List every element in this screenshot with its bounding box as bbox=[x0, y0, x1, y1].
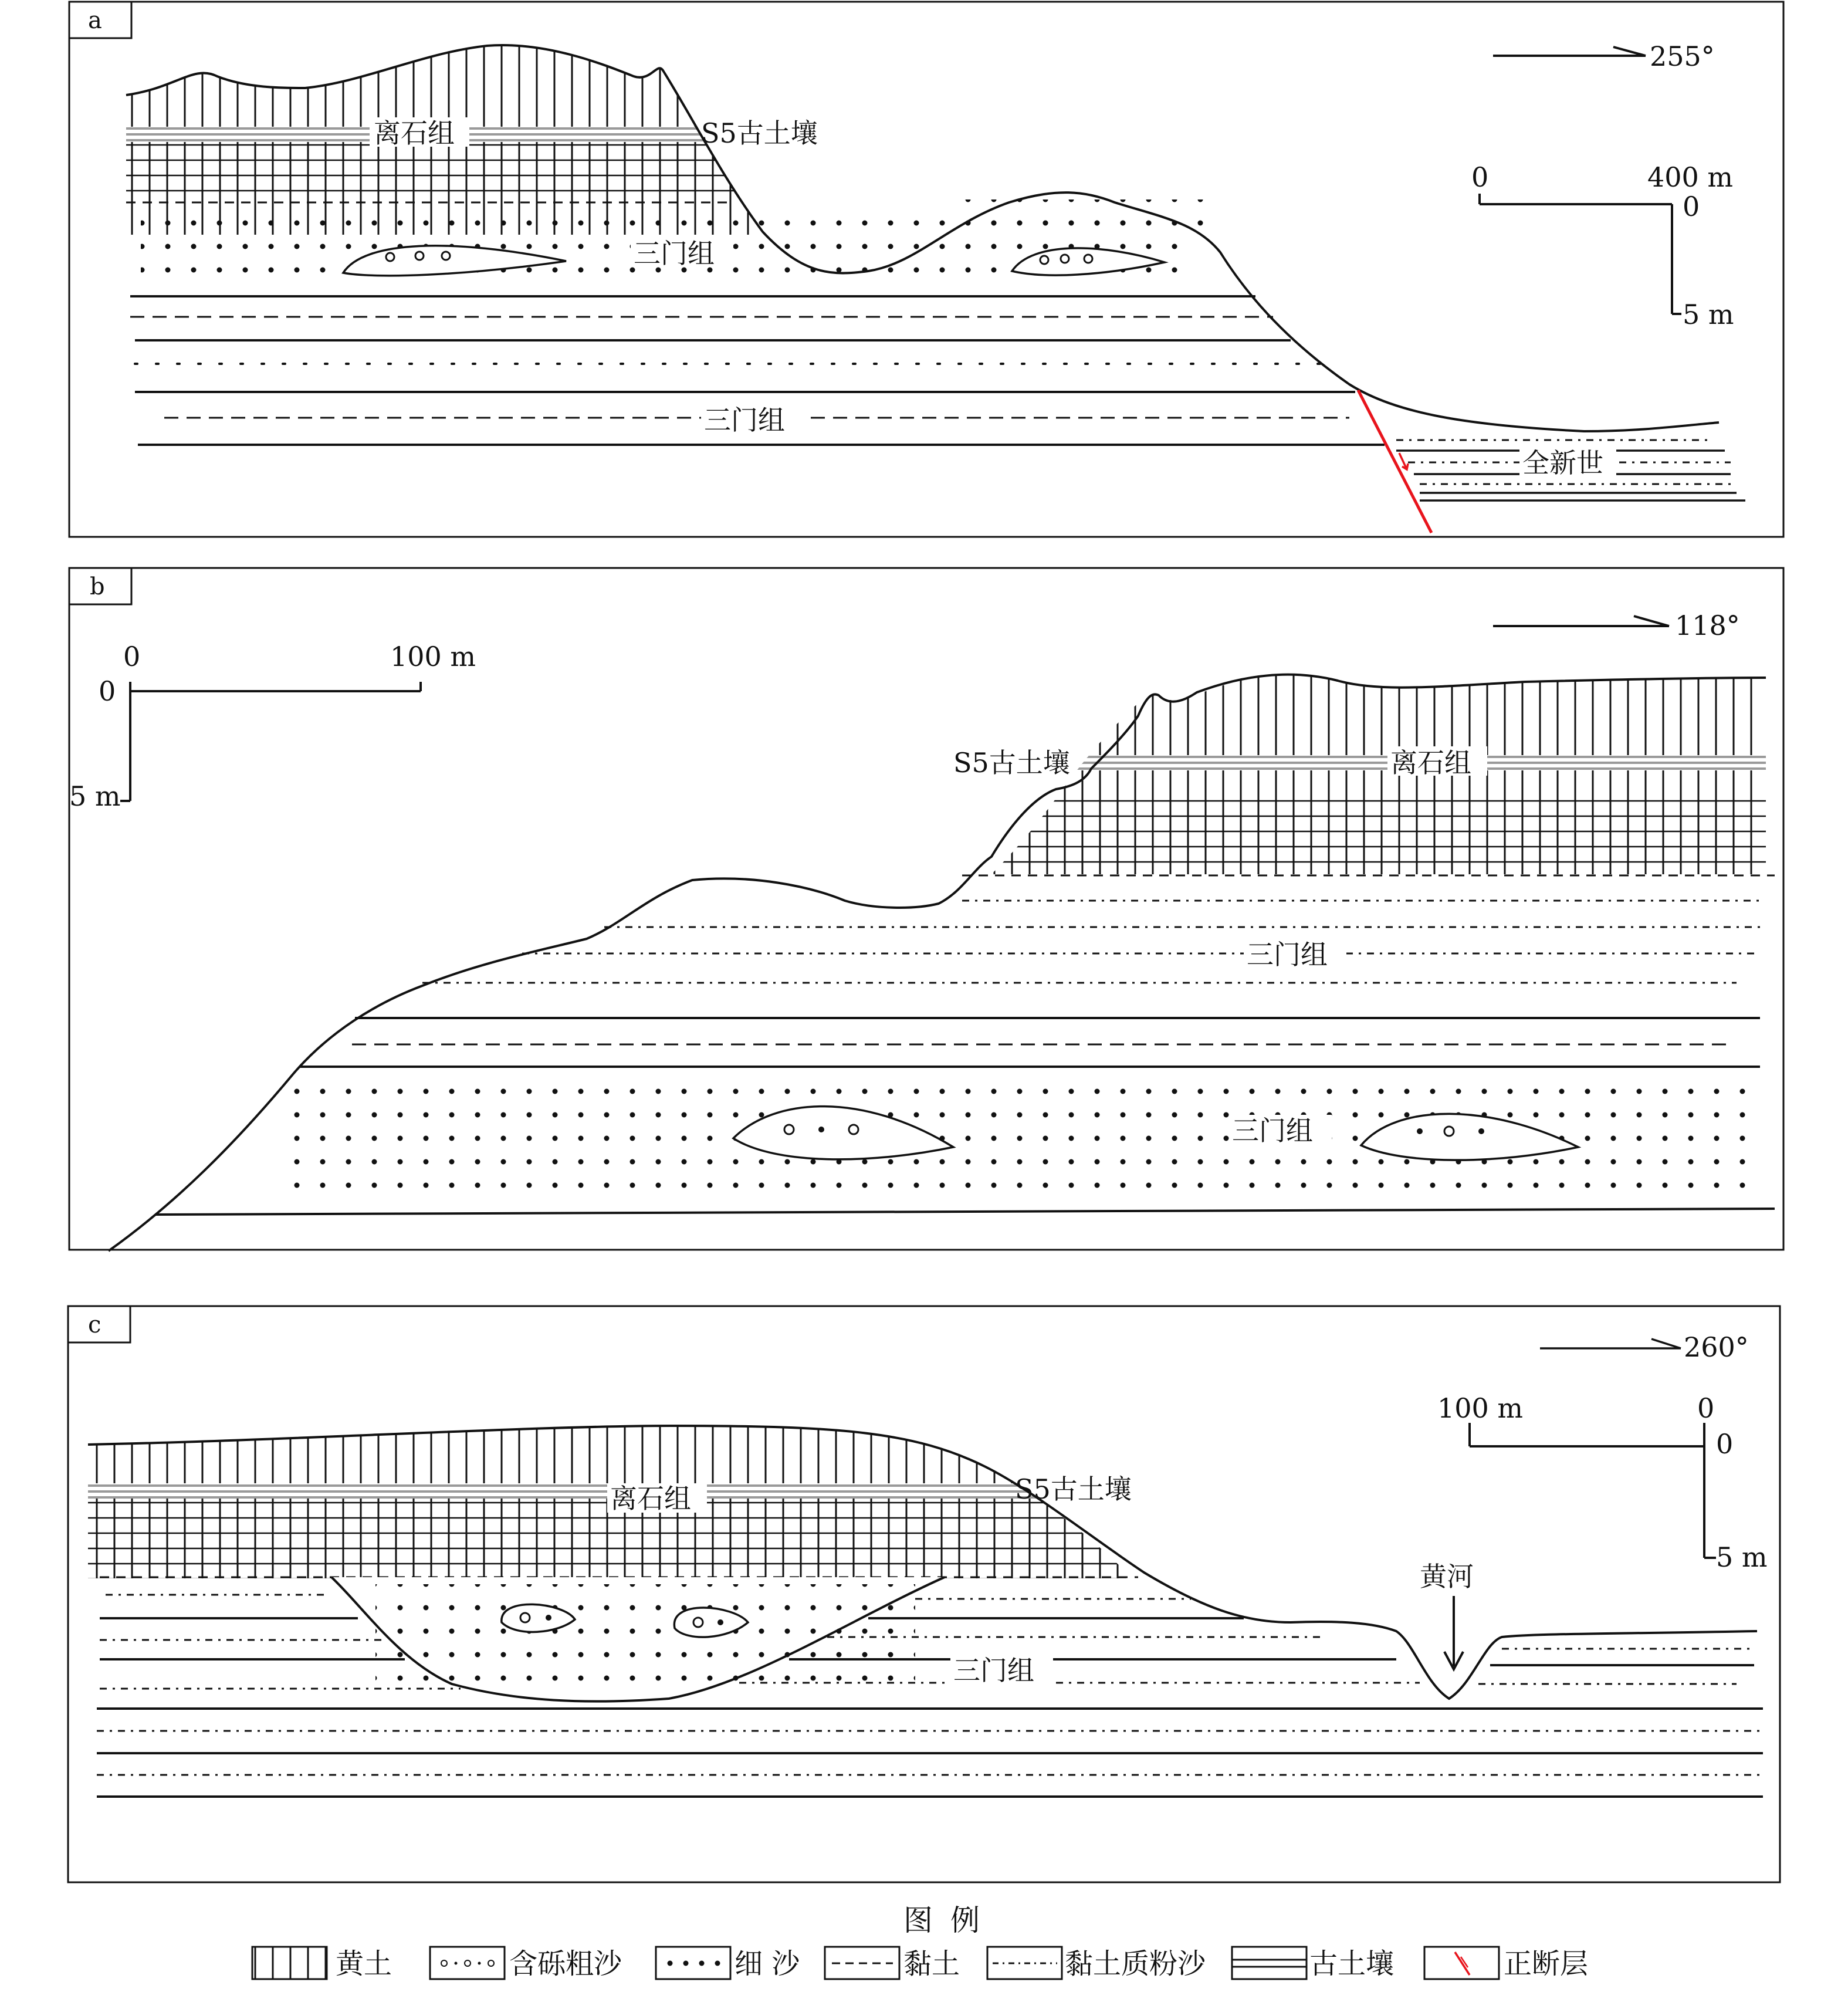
panel-a-scale-h-length: 400 m bbox=[1647, 161, 1734, 193]
panel-a-fine-sand-hill bbox=[962, 199, 1209, 235]
panel-a-paleosol-label: S5古土壤 bbox=[701, 117, 818, 149]
panel-c-tag: c bbox=[88, 1311, 101, 1338]
panel-b-lishi-hatched bbox=[986, 789, 1766, 877]
panel-c-scale-v-length: 5 m bbox=[1716, 1541, 1768, 1573]
panel-b-sanmen-upper-label: 三门组 bbox=[1247, 939, 1328, 970]
panel-b-direction-arrow bbox=[1493, 616, 1669, 626]
panel-c-river-label: 黄河 bbox=[1420, 1561, 1474, 1592]
panel-a-sanmen-lower-label: 三门组 bbox=[704, 404, 785, 436]
legend-swatch-loess bbox=[252, 1947, 327, 1979]
legend-label-clay: 黏土 bbox=[903, 1947, 960, 1980]
panel-c-scale-h-length: 100 m bbox=[1437, 1392, 1524, 1424]
legend-label-fine-sand: 细 沙 bbox=[735, 1947, 800, 1980]
panel-a-scale-h-zero: 0 bbox=[1471, 161, 1489, 193]
panel-a-tag: a bbox=[88, 7, 102, 34]
panel-c-scale-v-zero: 0 bbox=[1716, 1428, 1734, 1460]
legend-swatch-clayey-silt bbox=[987, 1947, 1062, 1979]
legend bbox=[252, 1903, 1588, 1980]
panel-c-scale-bar bbox=[1470, 1423, 1716, 1558]
panel-b-scale-bar bbox=[120, 682, 421, 801]
panel-b-scale-h-zero: 0 bbox=[123, 641, 141, 672]
panel-c bbox=[68, 1306, 1780, 1882]
panel-c-paleosol-label: S5古土壤 bbox=[1015, 1473, 1132, 1505]
panel-b bbox=[69, 568, 1783, 1251]
panel-b-lishi-label: 离石组 bbox=[1390, 747, 1471, 779]
panel-a-scale-bar bbox=[1480, 194, 1681, 314]
panel-c-fine-sand bbox=[375, 1584, 915, 1684]
panel-b-tag: b bbox=[90, 573, 105, 600]
panel-a-holocene-label: 全新世 bbox=[1522, 447, 1603, 479]
panel-a-scale-v-zero: 0 bbox=[1683, 191, 1700, 222]
legend-swatch-fine-sand bbox=[656, 1947, 730, 1979]
panel-b-direction-label: 118° bbox=[1675, 610, 1740, 641]
panel-b-sanmen-lower-label: 三门组 bbox=[1232, 1115, 1313, 1147]
legend-title: 图例 bbox=[903, 1903, 997, 1937]
panel-b-scale-v-length: 5 m bbox=[69, 780, 121, 812]
panel-a bbox=[69, 2, 1783, 537]
panel-c-river-arrow bbox=[1444, 1596, 1463, 1669]
panel-c-direction-label: 260° bbox=[1684, 1331, 1749, 1363]
legend-swatch-normal-fault bbox=[1424, 1947, 1499, 1979]
panel-b-scale-v-zero: 0 bbox=[99, 675, 116, 707]
panel-a-lishi-label: 离石组 bbox=[374, 117, 455, 149]
legend-label-gravel-sand: 含砾粗沙 bbox=[509, 1947, 622, 1980]
panel-a-sanmen-upper-label: 三门组 bbox=[634, 238, 715, 269]
panel-c-scale-h-zero: 0 bbox=[1697, 1392, 1715, 1424]
panel-b-scale-h-length: 100 m bbox=[390, 641, 476, 672]
panel-c-direction-arrow bbox=[1540, 1339, 1681, 1348]
panel-b-paleosol-label: S5古土壤 bbox=[953, 747, 1070, 779]
panel-a-direction-label: 255° bbox=[1650, 40, 1715, 72]
legend-label-clayey-silt: 黏土质粉沙 bbox=[1065, 1947, 1206, 1980]
panel-a-direction-arrow bbox=[1493, 47, 1646, 56]
legend-label-paleosol: 古土壤 bbox=[1309, 1947, 1395, 1980]
legend-swatch-paleosol bbox=[1232, 1947, 1307, 1979]
legend-swatch-gravel-sand bbox=[430, 1947, 505, 1979]
panel-c-sanmen-label: 三门组 bbox=[953, 1655, 1034, 1686]
legend-label-loess: 黄土 bbox=[336, 1947, 392, 1980]
legend-swatch-clay bbox=[825, 1947, 899, 1979]
panel-a-scale-v-length: 5 m bbox=[1683, 299, 1734, 330]
panel-c-lishi-label: 离石组 bbox=[610, 1483, 691, 1514]
legend-label-normal-fault: 正断层 bbox=[1504, 1947, 1589, 1980]
